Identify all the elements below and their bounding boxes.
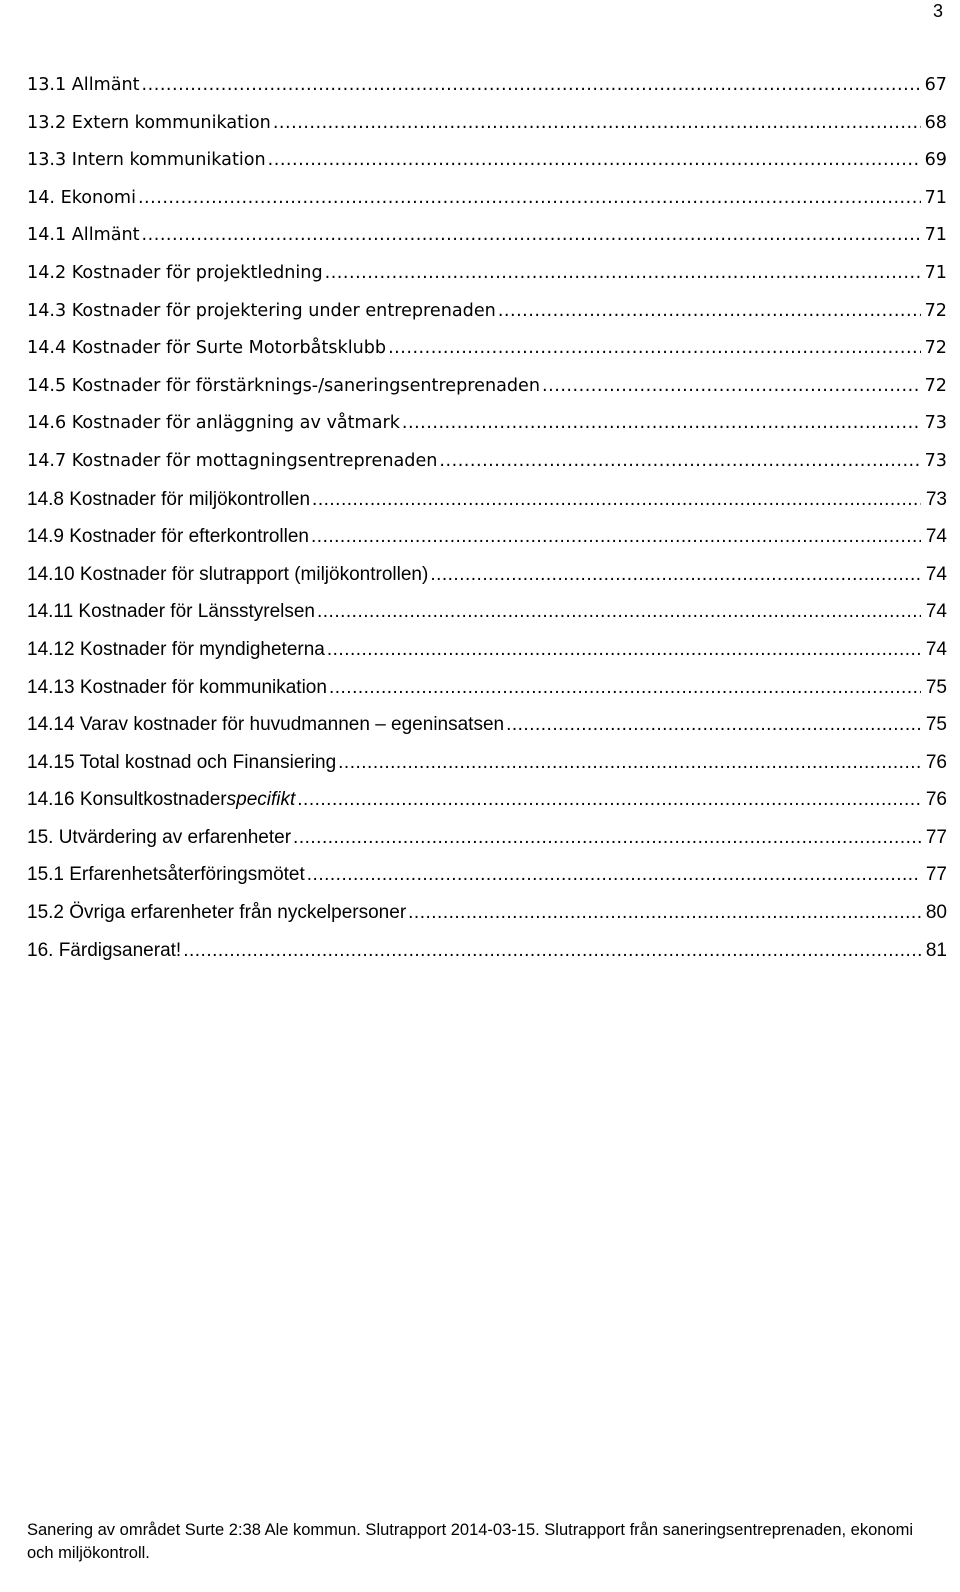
toc-entry-page: 69 <box>924 150 947 171</box>
toc-entry-label: 16. Färdigsanerat! <box>27 939 182 961</box>
toc-entry-page: 76 <box>925 789 947 811</box>
toc-dot-leader <box>542 368 921 406</box>
toc-entry-label: 14.11 Kostnader för Länsstyrelsen <box>27 601 315 623</box>
toc-dot-leader <box>273 105 921 143</box>
toc-entry-page: 74 <box>925 638 947 660</box>
toc-entry-label: 15.1 Erfarenhetsåterföringsmötet <box>27 864 305 886</box>
toc-entry-page: 72 <box>924 300 947 321</box>
toc-entry[interactable] <box>27 293 947 331</box>
toc-entry[interactable] <box>27 781 947 819</box>
toc-entry[interactable] <box>27 142 947 180</box>
toc-entry[interactable] <box>27 405 947 443</box>
toc-entry[interactable] <box>27 593 947 631</box>
toc-entry-page: 75 <box>925 676 947 698</box>
toc-entry-label: 14.16 Konsultkostnader <box>27 789 227 811</box>
toc-dot-leader <box>183 932 921 970</box>
toc-dot-leader <box>439 443 921 481</box>
toc-entry[interactable] <box>27 669 947 707</box>
toc-entry-page: 68 <box>924 112 947 133</box>
toc-entry[interactable] <box>27 856 947 894</box>
toc-entry-label: 14.15 Total kostnad och Finansiering <box>27 751 337 773</box>
toc-entry[interactable] <box>27 518 947 556</box>
toc-entry-label: 14.7 Kostnader för mottagningsentreprenaden <box>27 450 438 471</box>
toc-entry[interactable] <box>27 368 947 406</box>
toc-entry-page: 80 <box>925 902 947 924</box>
toc-entry-label: 15. Utvärdering av erfarenheter <box>27 826 292 848</box>
toc-entry-page: 74 <box>925 601 947 623</box>
toc-entry-label: 13.2 Extern kommunikation <box>27 112 271 133</box>
toc-entry-label-italic: specifikt <box>226 789 296 811</box>
toc-dot-leader <box>138 180 921 218</box>
toc-dot-leader <box>268 142 921 180</box>
toc-entry-label: 14.2 Kostnader för projektledning <box>27 262 323 283</box>
toc-dot-leader <box>142 67 921 105</box>
toc-entry-label: 14.1 Allmänt <box>27 225 140 246</box>
toc-entry-page: 71 <box>924 187 947 208</box>
toc-dot-leader <box>506 706 921 744</box>
toc-entry[interactable] <box>27 255 947 293</box>
toc-entry-page: 81 <box>925 939 947 961</box>
toc-entry-page: 72 <box>924 375 947 396</box>
toc-dot-leader <box>297 781 921 819</box>
toc-entry[interactable] <box>27 894 947 932</box>
toc-entry[interactable] <box>27 744 947 782</box>
toc-dot-leader <box>312 481 921 519</box>
toc-entry-label: 14.6 Kostnader för anläggning av våtmark <box>27 413 400 434</box>
toc-entry-label: 14.5 Kostnader för förstärknings-/saneringsentreprenaden <box>27 375 541 396</box>
toc-entry-page: 73 <box>924 413 947 434</box>
toc-entry[interactable] <box>27 819 947 857</box>
toc-entry-page: 67 <box>924 75 947 95</box>
toc-entry[interactable] <box>27 105 947 143</box>
toc-dot-leader <box>307 856 921 894</box>
page-footer: Sanering av området Surte 2:38 Ale kommun. Slutrapport 2014-03-15. Slutrapport från saneringsentreprenaden, ekonomi och miljökontroll. <box>27 1521 914 1562</box>
toc-entry-page: 74 <box>925 563 947 585</box>
toc-entry-page: 72 <box>924 338 947 359</box>
toc-entry-label: 14.9 Kostnader för efterkontrollen <box>27 526 310 548</box>
toc-dot-leader <box>293 819 921 857</box>
toc-entry[interactable] <box>27 481 947 519</box>
toc-dot-leader <box>408 894 921 932</box>
toc-dot-leader <box>327 631 921 669</box>
toc-entry[interactable] <box>27 217 947 255</box>
toc-entry[interactable] <box>27 631 947 669</box>
toc-entry-page: 73 <box>925 488 947 510</box>
toc-entry-page: 73 <box>924 450 947 471</box>
toc-dot-leader <box>402 405 921 443</box>
toc-dot-leader <box>329 669 921 707</box>
toc-entry-label: 14.10 Kostnader för slutrapport (miljökontrollen) <box>27 563 429 585</box>
toc-entry[interactable] <box>27 330 947 368</box>
table-of-contents <box>27 67 947 969</box>
toc-dot-leader <box>338 744 921 782</box>
toc-entry-label: 15.2 Övriga erfarenheter från nyckelpersoner <box>27 902 407 924</box>
toc-entry-label: 14.8 Kostnader för miljökontrollen <box>27 488 311 510</box>
toc-entry[interactable] <box>27 932 947 970</box>
toc-entry-label: 14.3 Kostnader för projektering under entreprenaden <box>27 300 496 321</box>
toc-entry[interactable] <box>27 443 947 481</box>
toc-entry-label: 13.1 Allmänt <box>27 75 140 95</box>
toc-entry-page: 71 <box>924 262 947 283</box>
toc-entry[interactable] <box>27 67 947 105</box>
toc-entry-page: 75 <box>925 714 947 736</box>
toc-dot-leader <box>388 330 921 368</box>
toc-dot-leader <box>325 255 921 293</box>
toc-entry-page: 77 <box>925 826 947 848</box>
toc-entry[interactable] <box>27 706 947 744</box>
toc-entry[interactable] <box>27 556 947 594</box>
toc-entry-page: 76 <box>925 751 947 773</box>
toc-entry-page: 77 <box>925 864 947 886</box>
toc-dot-leader <box>498 293 921 331</box>
toc-dot-leader <box>317 593 921 631</box>
toc-entry-label: 14.14 Varav kostnader för huvudmannen – egeninsatsen <box>27 714 505 736</box>
toc-entry[interactable] <box>27 180 947 218</box>
toc-entry-label: 14.13 Kostnader för kommunikation <box>27 676 327 698</box>
toc-entry-label: 13.3 Intern kommunikation <box>27 150 266 171</box>
page-number: 3 <box>932 1 943 21</box>
toc-dot-leader <box>142 217 921 255</box>
toc-entry-label: 14. Ekonomi <box>27 187 136 208</box>
toc-entry-label: 14.4 Kostnader för Surte Motorbåtsklubb <box>27 338 387 359</box>
toc-entry-label: 14.12 Kostnader för myndigheterna <box>27 638 325 660</box>
toc-dot-leader <box>430 556 921 594</box>
toc-dot-leader <box>311 518 921 556</box>
toc-entry-page: 74 <box>925 526 947 548</box>
toc-entry-page: 71 <box>924 225 947 246</box>
